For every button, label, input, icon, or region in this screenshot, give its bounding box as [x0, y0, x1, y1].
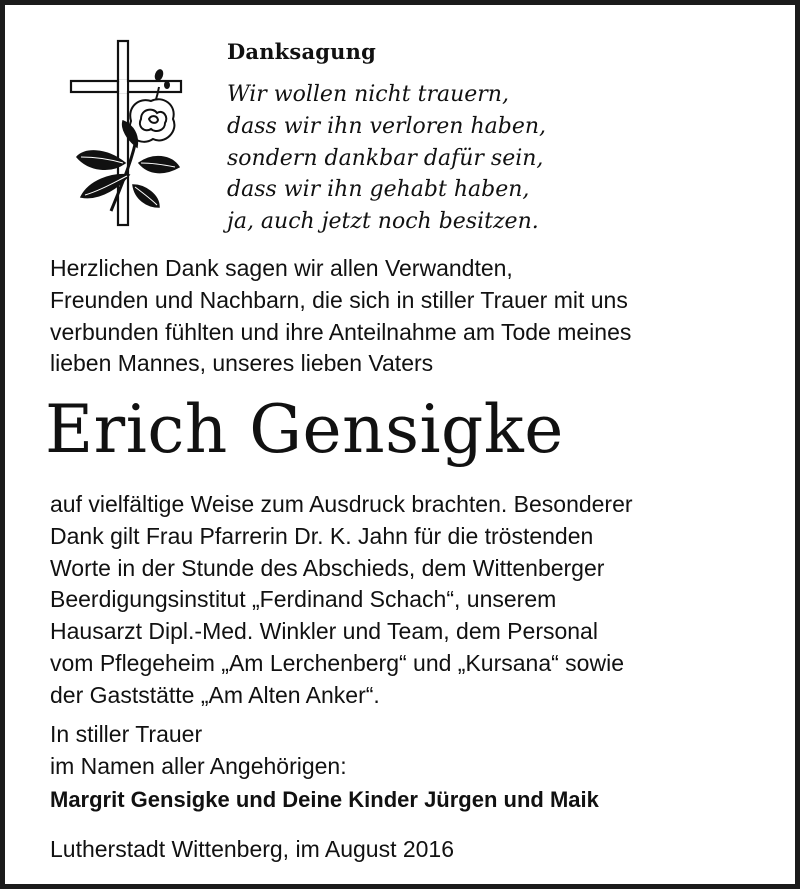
- closing-line: In stiller Trauer: [50, 721, 203, 747]
- closing-line: im Namen aller Angehörigen:: [50, 752, 347, 779]
- poem-line: Wir wollen nicht trauern,: [227, 82, 509, 107]
- thanks-line: der Gaststätte „Am Alten Anker“.: [50, 681, 380, 708]
- poem-line: ja, auch jetzt noch besitzen.: [227, 209, 539, 235]
- cross-with-rose-icon: [67, 35, 191, 231]
- deceased-name: Erich Gensigke: [45, 391, 564, 468]
- notice-heading: Danksagung: [227, 39, 376, 64]
- thanks-line: auf vielfältige Weise zum Ausdruck brachten. Besonderer: [50, 491, 633, 517]
- place-date-line: Lutherstadt Wittenberg, im August 2016: [50, 836, 455, 862]
- signers: Margrit Gensigke und Deine Kinder Jürgen und Maik: [50, 787, 599, 812]
- poem-line: dass wir ihn gehabt haben,: [227, 177, 530, 203]
- intro-line: Freunden und Nachbarn, die sich in stiller Trauer mit uns: [50, 286, 628, 313]
- intro-paragraph: [50, 253, 631, 380]
- poem-line: dass wir ihn verloren haben,: [227, 113, 547, 139]
- poem-line: sondern dankbar dafür sein,: [227, 145, 544, 171]
- thanks-line: Dank gilt Frau Pfarrerin Dr. K. Jahn für die tröstenden: [50, 522, 594, 549]
- closing-lines: [50, 719, 347, 783]
- thanks-line: Beerdigungsinstitut „Ferdinand Schach“, unserem: [50, 586, 557, 613]
- place-date: [50, 834, 454, 866]
- thanks-line: Hausarzt Dipl.-Med. Winkler und Team, dem Personal: [50, 618, 598, 645]
- intro-line: Herzlichen Dank sagen wir allen Verwandten,: [50, 255, 513, 281]
- thanks-paragraph: [50, 489, 633, 712]
- poem: [227, 79, 546, 238]
- intro-line: lieben Mannes, unseres lieben Vaters: [50, 350, 434, 377]
- intro-line: verbunden fühlten und ihre Anteilnahme am Tode meines: [50, 318, 632, 345]
- thanks-line: vom Pflegeheim „Am Lerchenberg“ und „Kursana“ sowie: [50, 649, 624, 676]
- thanks-line: Worte in der Stunde des Abschieds, dem Wittenberger: [50, 554, 605, 581]
